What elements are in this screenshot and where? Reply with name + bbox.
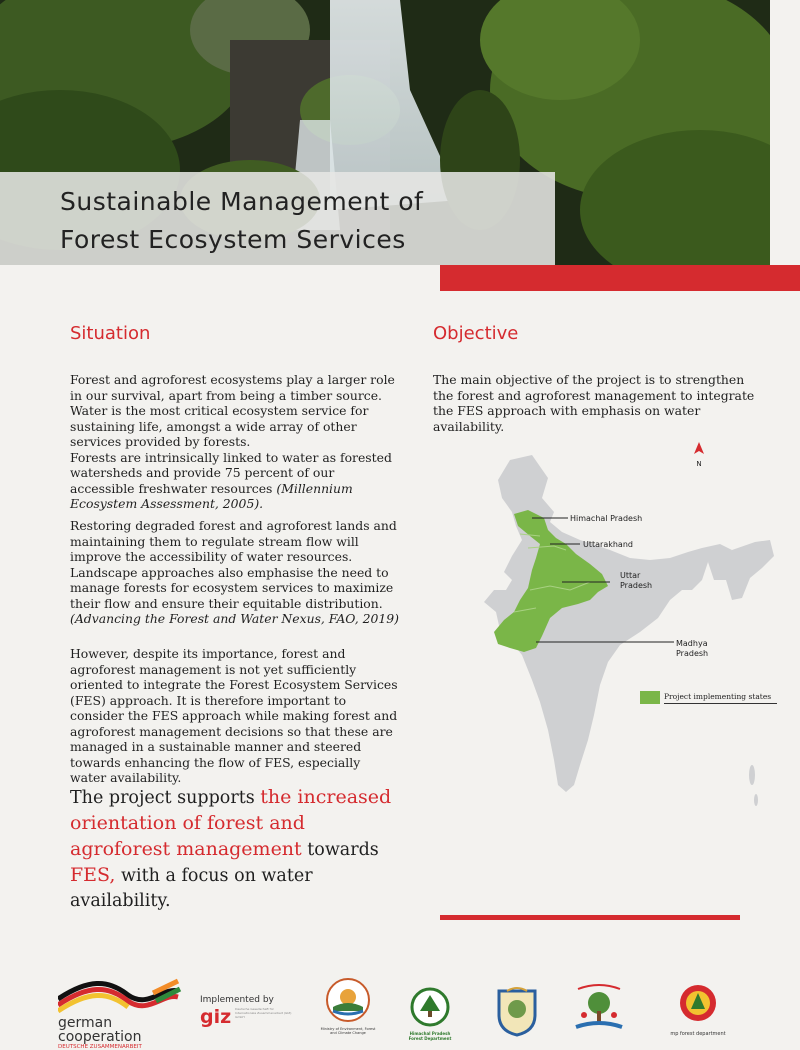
- accent-bar-top: [440, 265, 800, 291]
- forest-badge-logo: [495, 985, 539, 1041]
- label-uttarakhand: Uttarakhand: [583, 540, 633, 549]
- label-madhya-pradesh-2: Pradesh: [676, 649, 709, 658]
- highlight-red-1: the increased orientation of forest and agroforest management: [70, 786, 392, 860]
- label-uttar: Uttar: [620, 571, 641, 580]
- footer-logos: [0, 955, 800, 1050]
- label-himachal-pradesh: Himachal Pradesh: [570, 514, 643, 523]
- label-madhya: Madhya: [676, 639, 708, 648]
- situation-p1-citation: (Millennium Ecosystem Assessment, 2005).: [70, 480, 353, 511]
- situation-paragraph-1: [70, 372, 400, 512]
- title-line-1: Sustainable Management of: [60, 187, 424, 216]
- german-cooperation-logo: [58, 977, 188, 1050]
- moefcc-logo: [318, 977, 378, 1035]
- situation-p2-text: Restoring degraded forest and agroforest lands and maintaining them to regulate stream flow will improve the accessibility of water resources. Landscape approaches also emphasise the need to manage forests for ecosystem services to maximize their flow and ensure their equitable distribution.: [70, 518, 397, 611]
- mp-forest-label: mp forest department: [670, 1031, 726, 1037]
- moefcc-label: Ministry of Environment, Forest and Climate Change: [320, 1027, 376, 1035]
- situation-paragraph-2: [70, 518, 400, 627]
- german-label: german: [58, 1015, 113, 1031]
- cooperation-label: cooperation: [58, 1029, 142, 1045]
- project-highlight: [70, 785, 400, 914]
- label-uttar-pradesh-2: Pradesh: [620, 581, 653, 590]
- page-title: [60, 183, 540, 259]
- deutsche-label: DEUTSCHE ZUSAMMENARBEIT: [58, 1044, 142, 1050]
- north-arrow-icon: [694, 442, 704, 454]
- objective-text: The main objective of the project is to strengthen the forest and agroforest management to integrate the FES approach with emphasis on water availability.: [433, 372, 755, 434]
- highlight-text-2: towards: [301, 840, 379, 860]
- hp-forest-logo: [405, 987, 455, 1041]
- implemented-by-label: Implemented by: [200, 995, 274, 1005]
- mp-forest-logo: [668, 983, 728, 1037]
- legend-label: Project implementing states: [664, 690, 777, 704]
- nicobar-islands: [754, 794, 758, 806]
- uttarakhand-forest-logo: [572, 983, 626, 1039]
- legend-swatch: [640, 691, 660, 704]
- giz-wordmark: giz: [200, 1006, 232, 1028]
- situation-paragraph-3: However, despite its importance, forest and agroforest management is not yet sufficiently oriented to integrate the Forest Ecosystem Services (FES) approach. It is therefore important to consider the FES approach while making forest and agroforest management decisions so that these are managed in a sustainable manner and steered towards enhancing the flow of FES, especially water availability.: [70, 646, 398, 785]
- india-map: [470, 440, 790, 830]
- tree-river-icon: [572, 983, 626, 1035]
- mp-forest-emblem-icon: [678, 983, 718, 1027]
- accent-bar-bottom: [440, 915, 740, 920]
- situation-p2-citation: (Advancing the Forest and Water Nexus, FAO, 2019): [70, 611, 399, 626]
- map-legend: [640, 690, 777, 704]
- flag-ribbon-icon: [58, 977, 188, 1013]
- situation-p1-text: Forest and agroforest ecosystems play a larger role in our survival, apart from being a timber source. Water is the most critical ecosystem service for sustaining life, amongst a wide array of other services provided by forests.: [70, 372, 395, 449]
- andaman-islands: [749, 765, 755, 785]
- giz-subtext: Deutsche Gesellschaft für Internationale Zusammenarbeit (GIZ) GmbH: [235, 1007, 292, 1019]
- highlight-text-1: The project supports: [70, 788, 261, 808]
- forest-badge-icon: [495, 985, 539, 1037]
- title-line-2: Forest Ecosystem Services: [60, 225, 406, 254]
- giz-logo: [200, 995, 310, 1027]
- moefcc-emblem-icon: [325, 977, 371, 1023]
- objective-heading: Objective: [433, 323, 519, 344]
- highlight-text-3: with a focus on water availability.: [70, 866, 313, 911]
- hp-forest-label: Himachal Pradesh Forest Department: [408, 1031, 452, 1041]
- situation-p1-text-b: Forests are intrinsically linked to water as forested watersheds and provide 75 percent of our accessible freshwater resources: [70, 449, 392, 496]
- north-label: N: [696, 460, 702, 468]
- situation-heading: Situation: [70, 323, 151, 344]
- hp-forest-emblem-icon: [408, 987, 452, 1027]
- highlight-red-2: FES,: [70, 864, 116, 886]
